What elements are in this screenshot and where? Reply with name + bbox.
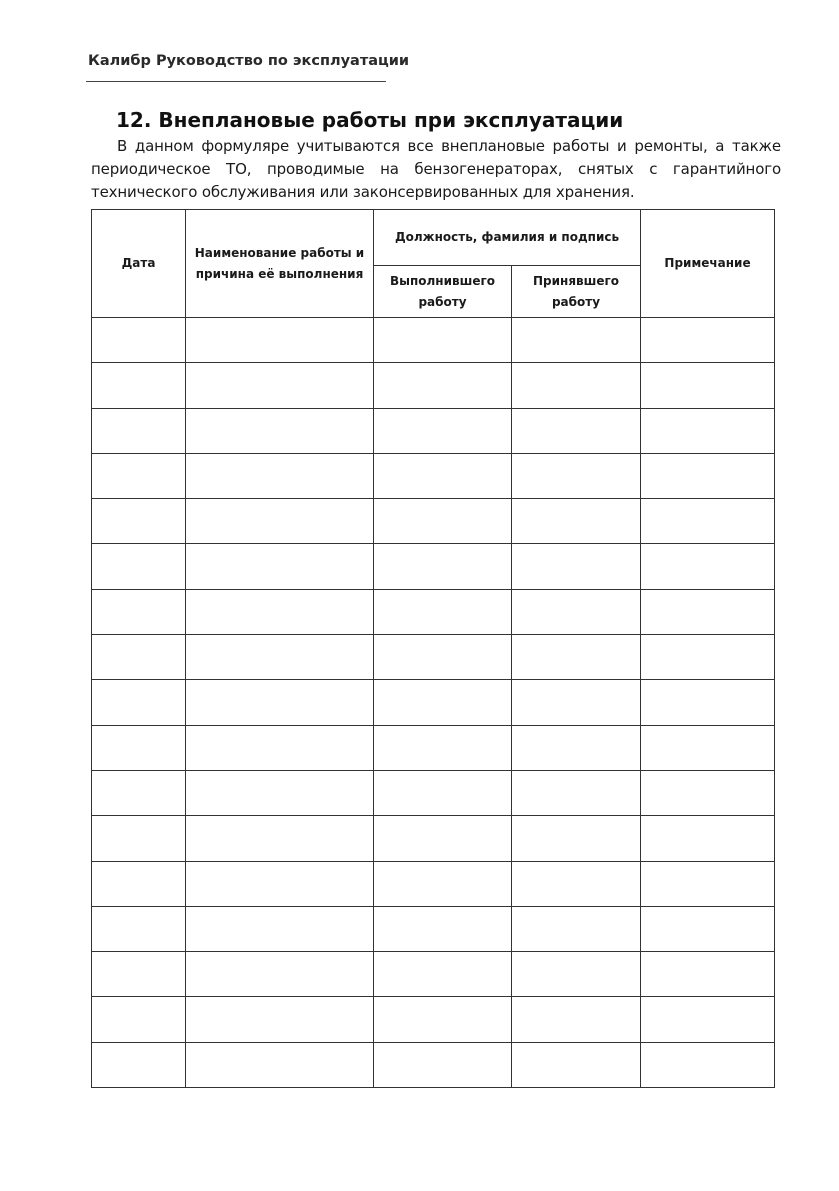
- cell-performed-by[interactable]: [374, 363, 512, 408]
- table-body: [92, 318, 775, 1088]
- cell-performed-by[interactable]: [374, 544, 512, 589]
- table-row: [92, 318, 775, 363]
- cell-note[interactable]: [641, 635, 775, 680]
- table-row: [92, 952, 775, 997]
- table-row: [92, 1042, 775, 1087]
- cell-accepted-by[interactable]: [512, 318, 641, 363]
- cell-accepted-by[interactable]: [512, 997, 641, 1042]
- cell-date[interactable]: [92, 589, 186, 634]
- cell-note[interactable]: [641, 725, 775, 770]
- cell-work-name[interactable]: [186, 725, 374, 770]
- cell-date[interactable]: [92, 861, 186, 906]
- table-row: [92, 363, 775, 408]
- header-note: Примечание: [641, 210, 775, 318]
- cell-accepted-by[interactable]: [512, 906, 641, 951]
- cell-date[interactable]: [92, 680, 186, 725]
- cell-work-name[interactable]: [186, 1042, 374, 1087]
- cell-work-name[interactable]: [186, 589, 374, 634]
- cell-performed-by[interactable]: [374, 770, 512, 815]
- unscheduled-work-table: [91, 209, 775, 1088]
- header-performed-by: Выполнившего работу: [374, 266, 512, 318]
- cell-accepted-by[interactable]: [512, 544, 641, 589]
- cell-note[interactable]: [641, 1042, 775, 1087]
- cell-date[interactable]: [92, 318, 186, 363]
- cell-work-name[interactable]: [186, 363, 374, 408]
- cell-note[interactable]: [641, 770, 775, 815]
- cell-work-name[interactable]: [186, 544, 374, 589]
- cell-date[interactable]: [92, 816, 186, 861]
- header-accepted-by: Принявшего работу: [512, 266, 641, 318]
- cell-date[interactable]: [92, 363, 186, 408]
- cell-note[interactable]: [641, 997, 775, 1042]
- table-row: [92, 906, 775, 951]
- intro-paragraph: В данном формуляре учитываются все внеплановые работы и ремонты, а также периодическое ТО, проводимые на бензогенераторах, снятых с гарантийного технического обслуживания или законсервированных для хранения.: [91, 137, 781, 201]
- cell-performed-by[interactable]: [374, 952, 512, 997]
- cell-accepted-by[interactable]: [512, 408, 641, 453]
- table-row: [92, 544, 775, 589]
- cell-date[interactable]: [92, 952, 186, 997]
- cell-note[interactable]: [641, 453, 775, 498]
- cell-performed-by[interactable]: [374, 635, 512, 680]
- cell-work-name[interactable]: [186, 499, 374, 544]
- table-row: [92, 997, 775, 1042]
- cell-work-name[interactable]: [186, 906, 374, 951]
- cell-performed-by[interactable]: [374, 680, 512, 725]
- cell-work-name[interactable]: [186, 453, 374, 498]
- cell-work-name[interactable]: [186, 635, 374, 680]
- table-row: [92, 635, 775, 680]
- cell-note[interactable]: [641, 816, 775, 861]
- cell-performed-by[interactable]: [374, 589, 512, 634]
- cell-performed-by[interactable]: [374, 1042, 512, 1087]
- table-row: [92, 589, 775, 634]
- header-date: Дата: [92, 210, 186, 318]
- cell-date[interactable]: [92, 499, 186, 544]
- cell-performed-by[interactable]: [374, 408, 512, 453]
- cell-date[interactable]: [92, 453, 186, 498]
- cell-note[interactable]: [641, 544, 775, 589]
- cell-accepted-by[interactable]: [512, 816, 641, 861]
- table-row: [92, 816, 775, 861]
- section-title: 12. Внеплановые работы при эксплуатации: [116, 108, 624, 132]
- running-header: Калибр Руководство по эксплуатации: [88, 53, 410, 69]
- cell-note[interactable]: [641, 861, 775, 906]
- cell-note[interactable]: [641, 952, 775, 997]
- cell-performed-by[interactable]: [374, 816, 512, 861]
- cell-performed-by[interactable]: [374, 725, 512, 770]
- table-row: [92, 770, 775, 815]
- cell-date[interactable]: [92, 635, 186, 680]
- cell-accepted-by[interactable]: [512, 770, 641, 815]
- cell-performed-by[interactable]: [374, 906, 512, 951]
- cell-accepted-by[interactable]: [512, 861, 641, 906]
- cell-date[interactable]: [92, 544, 186, 589]
- cell-accepted-by[interactable]: [512, 952, 641, 997]
- cell-date[interactable]: [92, 725, 186, 770]
- table-row: [92, 680, 775, 725]
- cell-work-name[interactable]: [186, 318, 374, 363]
- cell-note[interactable]: [641, 363, 775, 408]
- cell-work-name[interactable]: [186, 816, 374, 861]
- table-row: [92, 408, 775, 453]
- cell-note[interactable]: [641, 906, 775, 951]
- cell-work-name[interactable]: [186, 861, 374, 906]
- cell-date[interactable]: [92, 1042, 186, 1087]
- cell-accepted-by[interactable]: [512, 680, 641, 725]
- cell-accepted-by[interactable]: [512, 1042, 641, 1087]
- table-row: [92, 499, 775, 544]
- cell-accepted-by[interactable]: [512, 589, 641, 634]
- header-work-name: Наименование работы и причина её выполнения: [186, 210, 374, 318]
- table-row: [92, 453, 775, 498]
- cell-work-name[interactable]: [186, 408, 374, 453]
- table-row: [92, 861, 775, 906]
- table-header-row-top: [92, 210, 775, 266]
- cell-performed-by[interactable]: [374, 997, 512, 1042]
- header-signature-group: Должность, фамилия и подпись: [374, 210, 641, 266]
- cell-accepted-by[interactable]: [512, 635, 641, 680]
- cell-performed-by[interactable]: [374, 499, 512, 544]
- cell-date[interactable]: [92, 906, 186, 951]
- cell-accepted-by[interactable]: [512, 499, 641, 544]
- cell-performed-by[interactable]: [374, 453, 512, 498]
- cell-work-name[interactable]: [186, 997, 374, 1042]
- cell-date[interactable]: [92, 997, 186, 1042]
- cell-work-name[interactable]: [186, 952, 374, 997]
- cell-note[interactable]: [641, 589, 775, 634]
- header-rule: [86, 81, 386, 82]
- cell-work-name[interactable]: [186, 680, 374, 725]
- cell-work-name[interactable]: [186, 770, 374, 815]
- cell-performed-by[interactable]: [374, 318, 512, 363]
- cell-note[interactable]: [641, 408, 775, 453]
- cell-note[interactable]: [641, 318, 775, 363]
- cell-accepted-by[interactable]: [512, 453, 641, 498]
- cell-accepted-by[interactable]: [512, 363, 641, 408]
- cell-note[interactable]: [641, 499, 775, 544]
- cell-note[interactable]: [641, 680, 775, 725]
- cell-date[interactable]: [92, 770, 186, 815]
- cell-date[interactable]: [92, 408, 186, 453]
- cell-performed-by[interactable]: [374, 861, 512, 906]
- table-row: [92, 725, 775, 770]
- cell-accepted-by[interactable]: [512, 725, 641, 770]
